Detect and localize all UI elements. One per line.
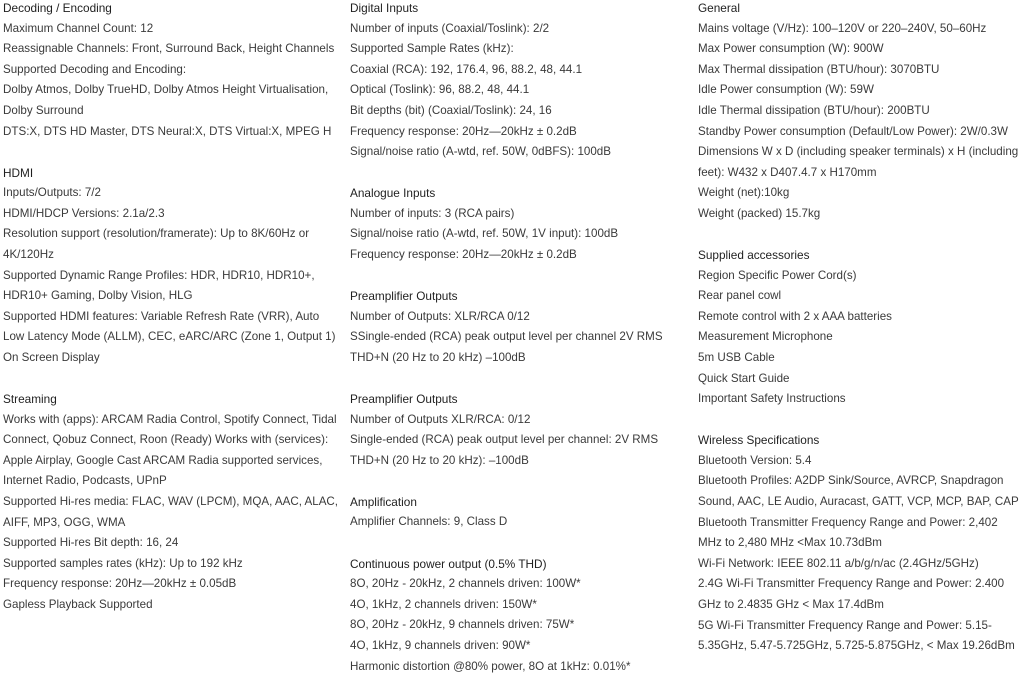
- section-heading: Preamplifier Outputs: [350, 289, 458, 304]
- spec-line: Bluetooth Version: 5.4: [698, 453, 812, 467]
- spec-line: Measurement Microphone: [698, 330, 833, 344]
- spec-line: Number of Outputs: XLR/RCA 0/12: [350, 309, 530, 323]
- spec-column-3: [698, 0, 1024, 677]
- spec-section-preamplifier-outputs: [350, 389, 690, 471]
- section-heading: Digital Inputs: [350, 1, 419, 15]
- spec-line: 8O, 20Hz - 20kHz, 2 channels driven: 100W*: [350, 577, 581, 591]
- spec-line: Rear panel cowl: [698, 289, 782, 303]
- spec-line: THD+N (20 Hz to 20 kHz): –100dB: [350, 453, 529, 467]
- spec-line: Quick Start Guide: [698, 371, 790, 385]
- spec-line: Resolution support (resolution/framerate): Up to 8K/60Hz or 4K/120Hz: [3, 227, 310, 262]
- spec-line: SSingle-ended (RCA) peak output level per channel 2V RMS: [350, 330, 663, 344]
- spec-line: Frequency response: 20Hz—20kHz ± 0.05dB: [3, 577, 237, 591]
- spec-section-streaming: [3, 389, 339, 616]
- section-heading: HDMI: [3, 165, 34, 180]
- spec-line: Mains voltage (V/Hz): 100–120V or 220–240V, 50–60Hz: [698, 21, 987, 35]
- spec-line: Max Thermal dissipation (BTU/hour): 3070BTU: [698, 62, 940, 76]
- spec-line: Supported Hi-res media: FLAC, WAV (LPCM), MQA, AAC, ALAC, AIFF, MP3, OGG, WMA: [3, 495, 339, 529]
- spec-line: Number of inputs: 3 (RCA pairs): [350, 206, 515, 220]
- spec-line: Amplifier Channels: 9, Class D: [350, 515, 508, 529]
- section-heading: Decoding / Encoding: [3, 1, 112, 15]
- spec-section-wireless-specifications: [698, 430, 1024, 657]
- spec-section-decoding-encoding: [3, 0, 339, 142]
- spec-line: HDMI/HDCP Versions: 2.1a/2.3: [3, 206, 165, 220]
- spec-section-amplification: [350, 492, 690, 533]
- spec-section-analogue-inputs: [350, 183, 690, 265]
- spec-column-2: [350, 0, 690, 698]
- spec-line: Bluetooth Transmitter Frequency Range and Power: 2,402 MHz to 2,480 MHz <Max 10.73dBm: [698, 515, 998, 550]
- spec-line: 4O, 1kHz, 9 channels driven: 90W*: [350, 638, 531, 652]
- spec-line: Harmonic distortion @80% power, 8O at 1kHz: 0.01%*: [350, 659, 631, 673]
- spec-line: Important Safety Instructions: [698, 392, 846, 406]
- spec-line: Coaxial (RCA): 192, 176.4, 96, 88.2, 48, 44.1: [350, 62, 583, 76]
- spec-section-digital-inputs: [350, 0, 690, 163]
- spec-line: Wi-Fi Network: IEEE 802.11 a/b/g/n/ac (2.4GHz/5GHz): [698, 556, 979, 570]
- spec-section-general: [698, 0, 1024, 225]
- spec-section-hdmi: [3, 163, 339, 369]
- spec-line: Reassignable Channels: Front, Surround Back, Height Channels: [3, 42, 335, 56]
- spec-line: Weight (net):10kg: [698, 186, 790, 200]
- spec-line: Signal/noise ratio (A-wtd, ref. 50W, 0dBFS): 100dB: [350, 145, 611, 159]
- spec-line: 2.4G Wi-Fi Transmitter Frequency Range and Power: 2.400 GHz to 2.4835 GHz < Max 17.4dBm: [698, 577, 1005, 612]
- spec-line: Dimensions W x D (including speaker terminals) x H (including feet): W432 x D407.4.7 x H170mm: [698, 145, 1019, 179]
- spec-line: THD+N (20 Hz to 20 kHz) –100dB: [350, 350, 526, 364]
- spec-line: 4O, 1kHz, 2 channels driven: 150W*: [350, 597, 537, 611]
- spec-line: Single-ended (RCA) peak output level per channel: 2V RMS: [350, 433, 659, 447]
- section-heading: Amplification: [350, 494, 417, 509]
- spec-line: Supported Sample Rates (kHz):: [350, 42, 514, 56]
- spec-line: Optical (Toslink): 96, 88.2, 48, 44.1: [350, 83, 530, 97]
- spec-column-1: [3, 0, 339, 636]
- spec-line: Idle Thermal dissipation (BTU/hour): 200BTU: [698, 103, 930, 117]
- spec-line: Supported Dynamic Range Profiles: HDR, HDR10, HDR10+, HDR10+ Gaming, Dolby Vision, HLG: [3, 268, 315, 303]
- section-heading: Continuous power output (0.5% THD): [350, 556, 547, 571]
- section-heading: Wireless Specifications: [698, 433, 820, 448]
- section-heading: Analogue Inputs: [350, 186, 436, 201]
- spec-line: Region Specific Power Cord(s): [698, 268, 857, 282]
- spec-line: 5G Wi-Fi Transmitter Frequency Range and Power: 5.15-5.35GHz, 5.47-5.725GHz, 5.725-5.875GHz, < Max 19.26dBm: [698, 618, 1015, 653]
- section-heading: General: [698, 1, 740, 15]
- spec-section-supplied-accessories: [698, 245, 1024, 410]
- spec-line: 5m USB Cable: [698, 351, 775, 364]
- section-heading: Supplied accessories: [698, 248, 810, 263]
- spec-section-continuous-power-output-0-5-thd: [350, 554, 690, 678]
- spec-line: 8O, 20Hz - 20kHz, 9 channels driven: 75W*: [350, 618, 575, 632]
- spec-line: Max Power consumption (W): 900W: [698, 42, 884, 56]
- spec-section-preamplifier-outputs: [350, 286, 690, 368]
- spec-line: Frequency response: 20Hz—20kHz ± 0.2dB: [350, 248, 577, 262]
- spec-line: Weight (packed) 15.7kg: [698, 206, 821, 220]
- spec-line: Bit depths (bit) (Coaxial/Toslink): 24, 16: [350, 103, 552, 117]
- spec-line: Number of inputs (Coaxial/Toslink): 2/2: [350, 21, 550, 35]
- spec-line: Bluetooth Profiles: A2DP Sink/Source, AVRCP, Snapdragon Sound, AAC, LE Audio, Auracast, GATT, VCP, MCP, BAP, CAP: [698, 474, 1019, 509]
- spec-line: Frequency response: 20Hz—20kHz ± 0.2dB: [350, 124, 577, 138]
- spec-line: Supported Hi-res Bit depth: 16, 24: [3, 536, 179, 550]
- spec-line: Number of Outputs XLR/RCA: 0/12: [350, 412, 531, 426]
- spec-line: Supported Decoding and Encoding:: [3, 62, 187, 76]
- section-heading: Preamplifier Outputs: [350, 392, 458, 406]
- spec-line: Idle Power consumption (W): 59W: [698, 83, 874, 97]
- section-heading: Streaming: [3, 392, 57, 407]
- spec-line: Remote control with 2 x AAA batteries: [698, 309, 892, 323]
- spec-line: Signal/noise ratio (A-wtd, ref. 50W, 1V input): 100dB: [350, 227, 619, 241]
- spec-line: DTS:X, DTS HD Master, DTS Neural:X, DTS Virtual:X, MPEG H: [3, 124, 332, 138]
- spec-line: Standby Power consumption (Default/Low Power): 2W/0.3W: [698, 124, 1008, 138]
- spec-line: Supported samples rates (kHz): Up to 192 kHz: [3, 556, 243, 570]
- spec-line: Works with (apps): ARCAM Radia Control, Spotify Connect, Tidal Connect, Qobuz Connect, Roon (Ready) Works with (services): Apple Airplay, Google Cast ARCAM Radia supported services, Internet Radio, Podcasts, UPnP: [3, 412, 337, 488]
- spec-line: Supported HDMI features: Variable Refresh Rate (VRR), Auto Low Latency Mode (ALLM), CEC, eARC/ARC (Zone 1, Output 1) On Screen Display: [3, 309, 336, 364]
- spec-line: Gapless Playback Supported: [3, 598, 153, 612]
- spec-line: Dolby Atmos, Dolby TrueHD, Dolby Atmos Height Virtualisation, Dolby Surround: [3, 83, 329, 117]
- spec-line: Maximum Channel Count: 12: [3, 21, 154, 35]
- spec-line: Inputs/Outputs: 7/2: [3, 186, 101, 200]
